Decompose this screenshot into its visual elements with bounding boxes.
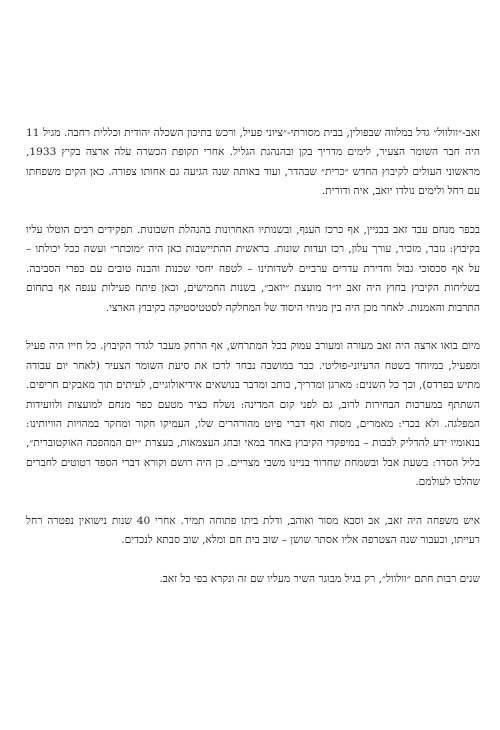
document-body [26,124,480,590]
paragraph-family: איש משפחה היה זאב, אב וסבא מסור ואוהב, ודלת ביתו פתוחה תמיד. אחרי 40 שנות נישואין נפטרה רחל רעייתו, וכעבור שנה הצטרפה אליו אסתר שושן – שוב בית חם ומלא, שוב סבתא לנכדים. [26,515,481,547]
paragraph-public-activity: מיום בואו ארצה היה זאב מעורה ומעורב עמוק בכל המתרחש, אף הרחק מעבר לגדר הקיבוץ. כל חייו היה פעיל ומפעיל, במיוחד בשטח הרעיוני-פוליטי. כבר במושבה נבחר לרכז את סיעת השומר הצעיר (לאחר יום עבודה מתיש בפרדס), וכך כל השנים: מארגן ומדריך, כותב ומדבר בנושאים אידיאולוגיים, לעיתים תוך מאבקים חריפים. השתתף במערכות הבחירות לרוב, גם לפני קום המדינה: נשלח כציר מטעם כפר מנחם למועצות ולוועידות המפלגה. ולא בכדי: מאמרים, מסות ואף דברי פיוט מהורהרים שלו, העמיקו חקור ומחקר במהויות הוויותינו: בנאומיו ידע להדליק לבבות – במיפקדי הקיבוץ באחד במאי ובחג העצמאות, בעצרת ״יום המהפכה האוקטוברית״, בליל הסדר: בשעת אבל ובשמחת שחרור בניינו משבי מצריים. כן היה רושם וקורא דברי הספד רטוטים לחברים שהלכו לעולמם. [26,340,480,489]
paragraph-kfar-menachem-roles: בכפר מנחם עבד זאב בבניין, אף כרכז הענף, ובשנותיו האחרונות בהנהלת חשבונות. תפקידים רבים הוטלו עליו בקיבוץ: גזבר, מזכיר, עורך עלון, רכז ועדות שונות. בראשית ההתיישבות כאן היה ״מוכתר״ ועשה ככל יכולתו – על אף סכסוכי גבול וחדירת עדרים ערביים לשדותינו – לטפח יחסי שכנות והבנה טובים עם כפרי הסביבה. בשליחות הקיבוץ בחוץ היה זאב יו״ר מועצת ״יואב״, בשנות החמישים, וכאן פיתח פעילות ענפה אף בתחום התרבות והאמנות. לאחר מכן היה בין מניחי היסוד של המחלקה לסטטיסטיקה בקיבוץ הארצי. [26,224,480,314]
paragraph-early-life: זאב-״וולוול״ גדל במלווה שבפולין, בבית מסורתי-״ציוני פעיל, ורכש בתיכון השכלה יהודית וכללית רחבה. מגיל 11 היה חבר השומר הצעיר, לימים מדריך בקן ובהנהגת הגליל. אחרי תקופת הכשרה עלה ארצה בקיץ 1933, מראשוני העולים לקיבוץ החדש ״כרית״ שבהדר, ועוד באותה שנה הגיעה גם אחותו צפורה. כאן הקים משפחתו עם רחל ולימים נולדו יואב, איה ודורית. [26,127,480,198]
paragraph-nickname: שנים רבות חתם ״וולוול״, רק בגיל מבוגר השיר מעליו שם זה ונקרא בפי כל זאב. [159,573,480,586]
